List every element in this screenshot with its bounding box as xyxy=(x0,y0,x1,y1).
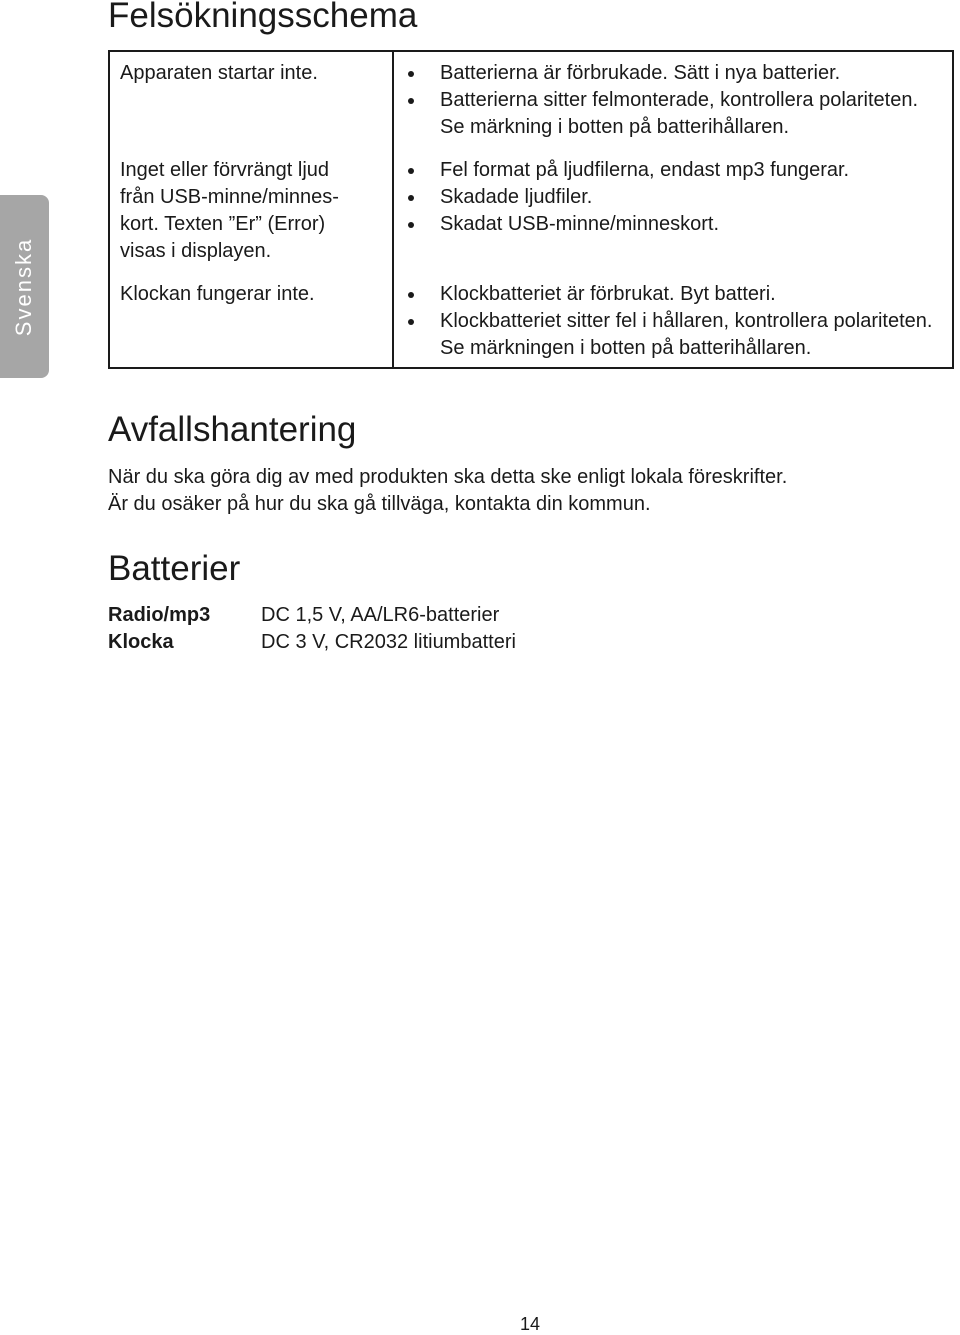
bullet-icon xyxy=(408,319,414,325)
remedy-line: Batterierna sitter felmonterade, kontrollera polariteten. xyxy=(440,89,919,111)
disposal-line: När du ska göra dig av med produkten ska detta ske enligt lokala föreskrifter. xyxy=(108,466,788,488)
remedy-line: Klockbatteriet sitter fel i hållaren, kontrollera polariteten. xyxy=(440,310,933,332)
problem-cell xyxy=(109,149,393,281)
remedy-line: Klockbatteriet är förbrukat. Byt batteri. xyxy=(440,283,776,305)
bullet-icon xyxy=(408,222,414,228)
problem-line: visas i displayen. xyxy=(120,240,272,262)
troubleshooting-table xyxy=(108,50,954,369)
remedy-line: Se märkning i botten på batterihållaren. xyxy=(440,116,790,138)
table-row xyxy=(109,149,953,281)
problem-line: Klockan fungerar inte. xyxy=(120,283,315,305)
disposal-heading: Avfallshantering xyxy=(108,410,357,449)
battery-spec-table xyxy=(108,602,516,656)
remedy-list xyxy=(404,281,948,362)
problem-line: Inget eller förvrängt ljud xyxy=(120,159,330,181)
battery-value: DC 3 V, CR2032 litiumbatteri xyxy=(261,631,516,653)
problem-cell xyxy=(109,51,393,149)
list-item xyxy=(404,281,948,308)
bullet-icon xyxy=(408,98,414,104)
troubleshooting-heading: Felsökningsschema xyxy=(108,0,418,35)
table-row xyxy=(108,602,516,629)
table-row xyxy=(108,629,516,656)
remedy-cell xyxy=(393,281,953,368)
language-tab-label: Svenska xyxy=(11,237,36,337)
remedy-line: Fel format på ljudfilerna, endast mp3 fungerar. xyxy=(440,159,850,181)
battery-label: Radio/mp3 xyxy=(108,604,211,626)
batteries-heading: Batterier xyxy=(108,549,241,588)
remedy-list xyxy=(404,60,948,141)
bullet-icon xyxy=(408,71,414,77)
list-item xyxy=(404,211,948,238)
problem-line: kort. Texten ”Er” (Error) xyxy=(120,213,326,235)
battery-label: Klocka xyxy=(108,631,174,653)
disposal-line: Är du osäker på hur du ska gå tillväga, kontakta din kommun. xyxy=(108,493,651,515)
battery-value: DC 1,5 V, AA/LR6-batterier xyxy=(261,604,500,626)
list-item xyxy=(404,87,948,141)
problem-cell xyxy=(109,281,393,368)
problem-line: från USB-minne/minnes- xyxy=(120,186,339,208)
remedy-line: Skadade ljudfiler. xyxy=(440,186,593,208)
remedy-list xyxy=(404,157,948,238)
remedy-line: Se märkningen i botten på batterihållaren. xyxy=(440,337,812,359)
table-row xyxy=(109,281,953,368)
list-item xyxy=(404,60,948,87)
remedy-line: Skadat USB-minne/minneskort. xyxy=(440,213,720,235)
bullet-icon xyxy=(408,292,414,298)
page-number: 14 xyxy=(519,1314,541,1334)
remedy-cell xyxy=(393,149,953,281)
list-item xyxy=(404,157,948,184)
disposal-text xyxy=(108,464,787,518)
table-row xyxy=(109,51,953,149)
remedy-line: Batterierna är förbrukade. Sätt i nya batterier. xyxy=(440,62,841,84)
list-item xyxy=(404,184,948,211)
bullet-icon xyxy=(408,168,414,174)
remedy-cell xyxy=(393,51,953,149)
list-item xyxy=(404,308,948,362)
bullet-icon xyxy=(408,195,414,201)
problem-line: Apparaten startar inte. xyxy=(120,62,318,84)
